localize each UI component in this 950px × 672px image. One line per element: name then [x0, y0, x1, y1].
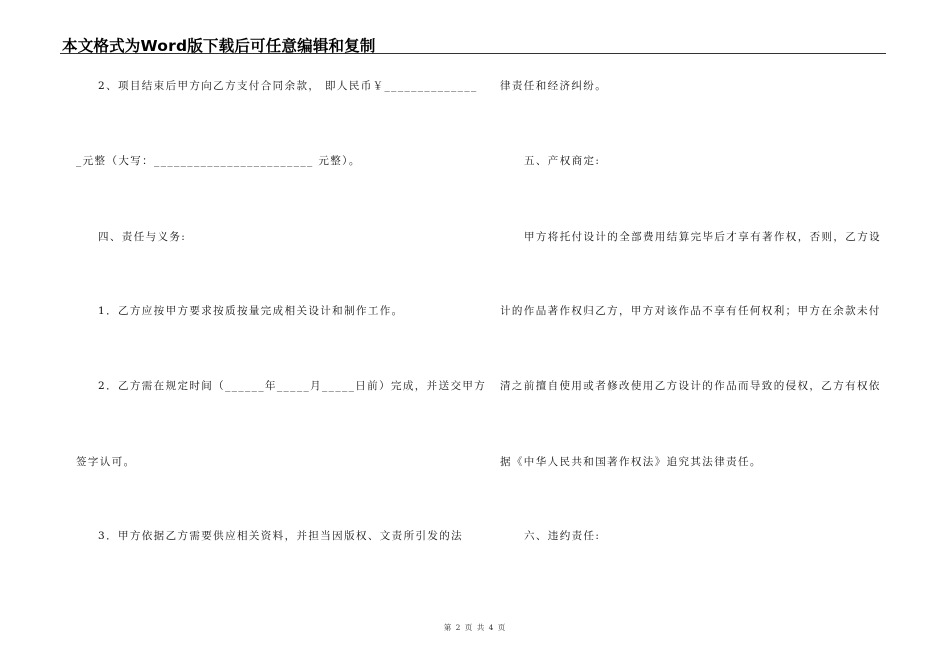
right-line-3: 甲方将托付设计的全部费用结算完毕后才享有著作权，否则，乙方设	[524, 231, 881, 243]
left-line-6: 签字认可。	[76, 456, 136, 468]
left-line-5: 2．乙方需在规定时间（______年_____月_____日前）完成，并送交甲方	[98, 380, 487, 392]
right-line-6: 据《中华人民共和国著作权法》追究其法律责任。	[500, 456, 762, 468]
left-line-1: 2、项目结束后甲方向乙方支付合同余款， 即人民币￥______________	[98, 80, 478, 92]
left-line-2: _元整（大写：________________________ 元整）。	[76, 155, 361, 167]
left-line-7: 3．甲方依据乙方需要供应相关资料，并担当因版权、文责所引发的法	[98, 530, 464, 542]
left-line-4: 1．乙方应按甲方要求按质按量完成相关设计和制作工作。	[98, 305, 404, 317]
header-divider	[60, 53, 886, 54]
right-line-2: 五、产权商定:	[524, 155, 601, 167]
right-line-4: 计的作品著作权归乙方，甲方对该作品不享有任何权利；甲方在余款未付	[500, 305, 881, 317]
right-line-7: 六、违约责任:	[524, 530, 601, 542]
page-number: 第 2 页 共 4 页	[443, 623, 507, 632]
right-line-1: 律责任和经济纠纷。	[500, 80, 608, 92]
left-line-3: 四、责任与义务:	[98, 231, 187, 243]
document-header-title: 本文格式为Word版下载后可任意编辑和复制	[62, 37, 376, 55]
right-line-5: 清之前擅自使用或者修改使用乙方设计的作品而导致的侵权，乙方有权依	[500, 380, 881, 392]
